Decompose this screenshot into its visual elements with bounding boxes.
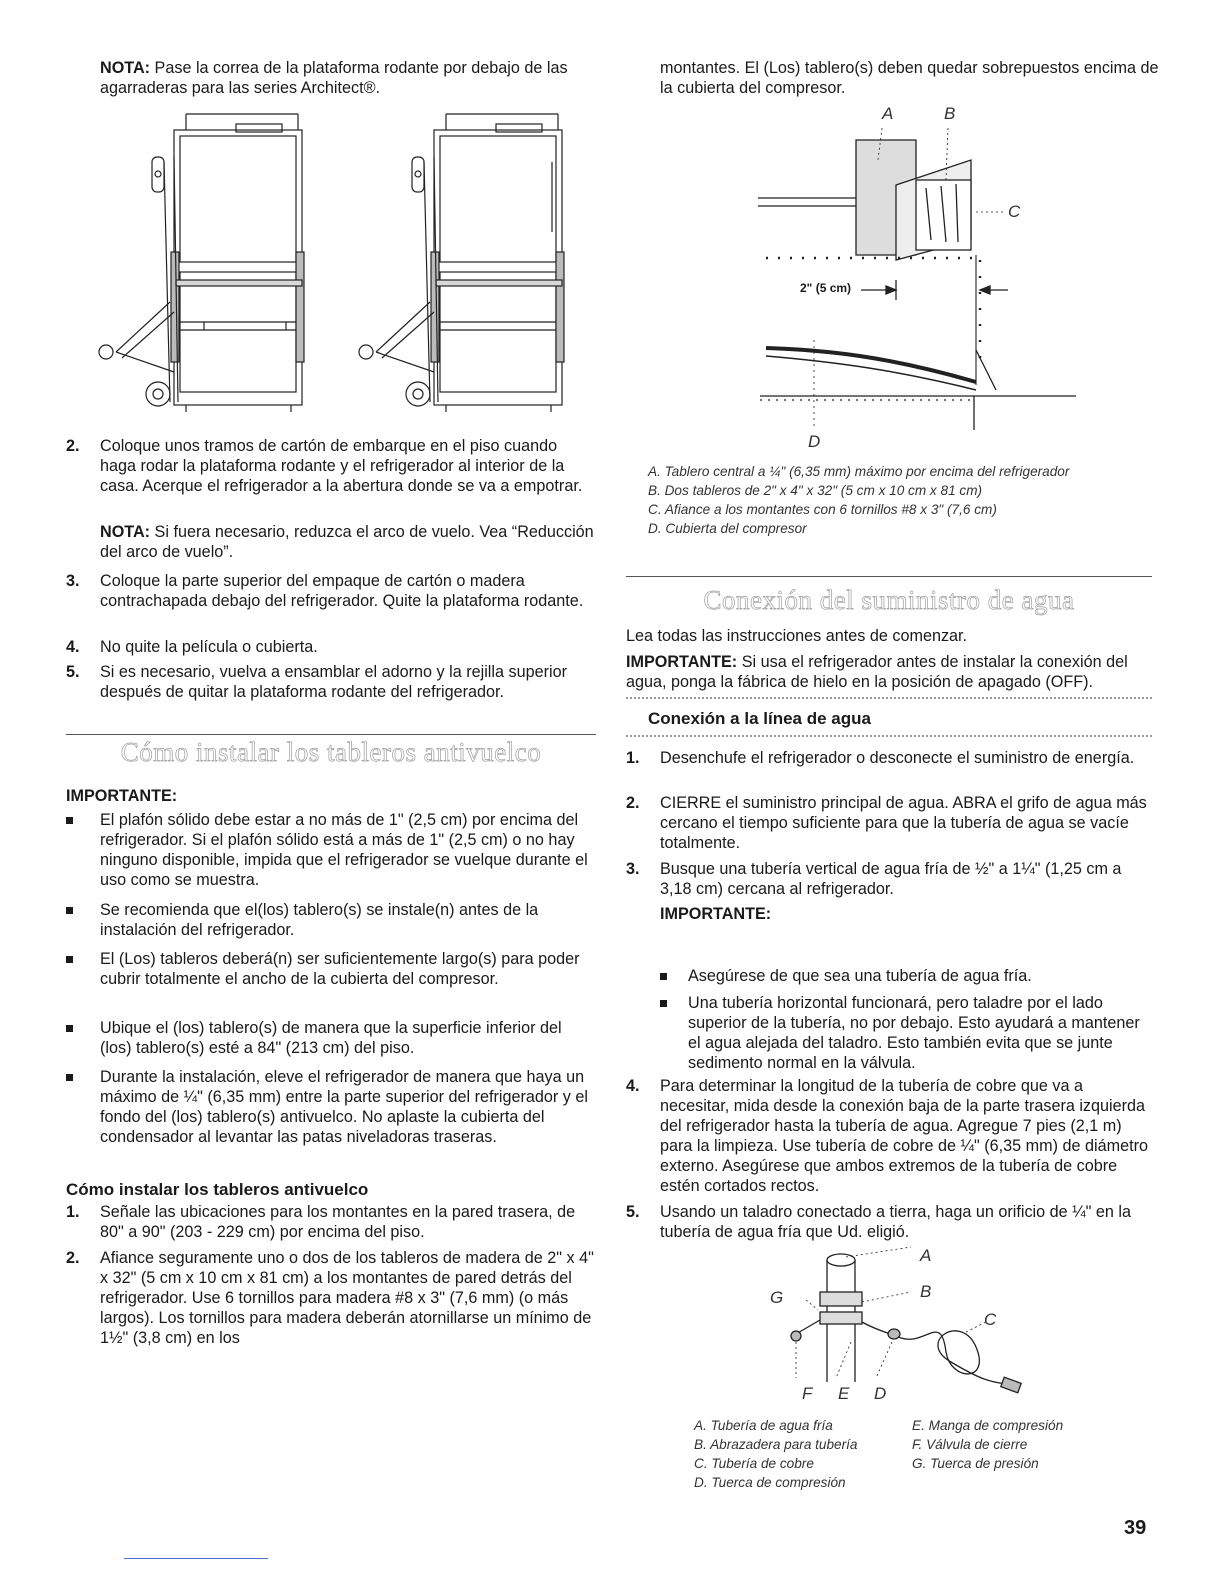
subheading-antitip: Cómo instalar los tableros antivuelco [66, 1180, 369, 1199]
bullet [660, 973, 667, 980]
fig2-caption: A. Tubería de agua fría [694, 1418, 833, 1433]
important-label: IMPORTANTE: [66, 787, 178, 805]
water-steps-a [626, 748, 1152, 938]
fig2-label-d: D [874, 1384, 887, 1403]
fig2-label-e: E [838, 1384, 850, 1403]
fig2-caption: C. Tubería de cobre [694, 1456, 814, 1471]
fig1-label-d: D [808, 432, 821, 451]
fig2-label-b: B [920, 1282, 932, 1301]
fig2-label-g: G [770, 1288, 784, 1307]
fig1-caption: D. Cubierta del compresor [648, 521, 807, 536]
fig2-captions-right [912, 1416, 1132, 1473]
bullet-text: Asegúrese de que sea una tubería de agua fría. [688, 967, 1032, 985]
continuation-text: montantes. El (Los) tablero(s) deben quedar sobrepuestos encima de la cubierta del compresor. [660, 59, 1159, 97]
important-label: IMPORTANTE: [660, 905, 772, 923]
fig1-caption: B. Dos tableros de 2" x 4" x 32" (5 cm x 10 cm x 81 cm) [648, 483, 983, 498]
dotted-divider [626, 697, 1152, 699]
step-number: 3. [66, 572, 80, 590]
step-text: CIERRE el suministro principal de agua. ABRA el grifo de agua más cercano el tiempo suficiente para que la tubería de agua se vacíe totalmente. [660, 794, 1147, 852]
section-title-antitip: Cómo instalar los tableros antivuelco [120, 737, 542, 767]
step-number: 1. [66, 1203, 80, 1221]
fig2-caption: E. Manga de compresión [912, 1418, 1064, 1433]
bullet-text: Ubique el (los) tablero(s) de manera que la superficie inferior del (los) tablero(s) esté a 84" (213 cm) del piso. [100, 1019, 562, 1057]
step-number: 4. [626, 1077, 640, 1095]
water-bullets [660, 966, 1154, 1076]
step-text: Coloque unos tramos de cartón de embarque en el piso cuando haga rodar la plataforma rodante y el refrigerador al interior de la casa. Acerque el refrigerador a la abertura donde se va a empotrar. [100, 437, 583, 495]
subheading-water-line: Conexión a la línea de agua [648, 709, 871, 728]
important-bullets [66, 810, 596, 1170]
fig2-captions-left [694, 1416, 914, 1492]
bullet [66, 1025, 73, 1032]
note-arc: NOTA: Si fuera necesario, reduzca el arco de vuelo. Vea “Reducción del arco de vuelo”. [100, 523, 594, 561]
step-text: Afiance seguramente uno o dos de los tableros de madera de 2" x 4" x 32" (5 cm x 10 cm x 81 cm) a los montantes de pared detrás del refrigerador. Use 6 tornillos para madera #8 x 3" (7,6 mm) (o más largos). Los tornillos para madera deberán atornillarse un mínimo de 1½" (3,8 cm) en los [100, 1249, 594, 1347]
page-number: 39 [1124, 1517, 1147, 1539]
steps-list-b [66, 1202, 596, 1352]
step-number: 2. [626, 794, 640, 812]
bullet-text: Una tubería horizontal funcionará, pero taladre por el lado superior de la tubería, no por debajo. Esto ayudará a mantener el agua alejada del taladro. Esto también evita que se junte sedimento normal en la válvula. [688, 994, 1140, 1072]
dotted-divider [626, 735, 1152, 737]
step-number: 5. [626, 1203, 640, 1221]
step-text: Si es necesario, vuelva a ensamblar el adorno y la rejilla superior después de quitar la plataforma rodante del refrigerador. [100, 663, 567, 701]
step-number: 2. [66, 437, 80, 455]
step-text: Señale las ubicaciones para los montantes en la pared trasera, de 80" a 90" (203 - 229 cm) por encima del piso. [100, 1203, 576, 1241]
step-text: Usando un taladro conectado a tierra, haga un orificio de ¼" en la tubería de agua fría que Ud. eligió. [660, 1203, 1131, 1241]
water-steps-b [626, 1076, 1152, 1246]
read-instructions: Lea todas las instrucciones antes de comenzar. [626, 627, 968, 645]
bullet [66, 907, 73, 914]
step-text: No quite la película o cubierta. [100, 638, 318, 656]
step-text: Busque una tubería vertical de agua fría de ½" a 1¼" (1,25 cm a 3,18 cm) cercana al refrigerador. [660, 860, 1122, 898]
step-text: Coloque la parte superior del empaque de cartón o madera contrachapada debajo del refrigerador. Quite la plataforma rodante. [100, 572, 584, 610]
steps-list-a [66, 436, 596, 724]
refrigerator-dolly-illustration [86, 112, 606, 422]
fig1-captions [648, 462, 1148, 538]
fig1-dimension-label: 2" (5 cm) [800, 281, 852, 295]
fig1-caption: C. Afiance a los montantes con 6 tornillos #8 x 3" (7,6 cm) [648, 502, 997, 517]
step-text: Desenchufe el refrigerador o desconecte el suministro de energía. [660, 749, 1135, 767]
step-number: 5. [66, 663, 80, 681]
fig2-label-a: A [920, 1246, 932, 1265]
fig1-caption: A. Tablero central a ¼" (6,35 mm) máximo por encima del refrigerador [648, 464, 1070, 479]
section-title-water: Conexión del suministro de agua [703, 585, 1075, 615]
water-valve-diagram [776, 1242, 1036, 1402]
bullet-text: Se recomienda que el(los) tablero(s) se instale(n) antes de la instalación del refrigerador. [100, 901, 539, 939]
fig1-label-c: C [1008, 202, 1021, 221]
fig1-label-b: B [944, 104, 956, 123]
bullet-text: El (Los) tableros deberá(n) ser suficientemente largo(s) para poder cubrir totalmente el ancho de la cubierta del compresor. [100, 950, 580, 988]
bottom-line [124, 1558, 268, 1559]
fig2-caption: D. Tuerca de compresión [694, 1475, 846, 1490]
bullet-text: Durante la instalación, eleve el refrigerador de manera que haya un máximo de ¼" (6,35 mm) entre la parte superior del refrigerador y el fondo del (los) tablero(s) antivuelco. No aplaste la cubierta del condensador al levantar las patas niveladoras traseras. [100, 1068, 588, 1146]
bullet [66, 817, 73, 824]
fig2-label-f: F [802, 1384, 813, 1403]
note-architect: NOTA: Pase la correa de la plataforma rodante por debajo de las agarraderas para las series Architect®. [100, 59, 568, 97]
fig1-label-a: A [882, 104, 894, 123]
section-divider [66, 734, 596, 735]
step-number: 3. [626, 860, 640, 878]
fig2-caption: F. Válvula de cierre [912, 1437, 1028, 1452]
step-number: 1. [626, 749, 640, 767]
antitip-board-diagram [746, 100, 1106, 440]
section-divider [626, 576, 1152, 577]
fig2-label-c: C [984, 1310, 997, 1329]
step-number: 4. [66, 638, 80, 656]
fig2-caption: G. Tuerca de presión [912, 1456, 1039, 1471]
step-text: Para determinar la longitud de la tubería de cobre que va a necesitar, mida desde la conexión baja de la parte trasera izquierda del refrigerador hasta la tubería de agua. Agregue 7 pies (2,1 m) para la limpieza. Use tubería de cobre de ¼" (6,35 mm) de diámetro externo. Asegúrese que ambos extremos de la tubería de cobre estén cortados rectos. [660, 1077, 1149, 1195]
important-ice-maker: IMPORTANTE: Si usa el refrigerador antes de instalar la conexión del agua, ponga la fábrica de hielo en la posición de apagado (OFF). [626, 653, 1128, 691]
bullet-text: El plafón sólido debe estar a no más de 1" (2,5 cm) por encima del refrigerador. Si el plafón sólido está a más de 1" (2,5 cm) o no hay ninguno disponible, impida que el refrigerador se vuelque durante el uso como se muestra. [100, 811, 588, 889]
step-number: 2. [66, 1249, 80, 1267]
bullet [66, 956, 73, 963]
bullet [66, 1074, 73, 1081]
bullet [660, 1000, 667, 1007]
fig2-caption: B. Abrazadera para tubería [694, 1437, 858, 1452]
